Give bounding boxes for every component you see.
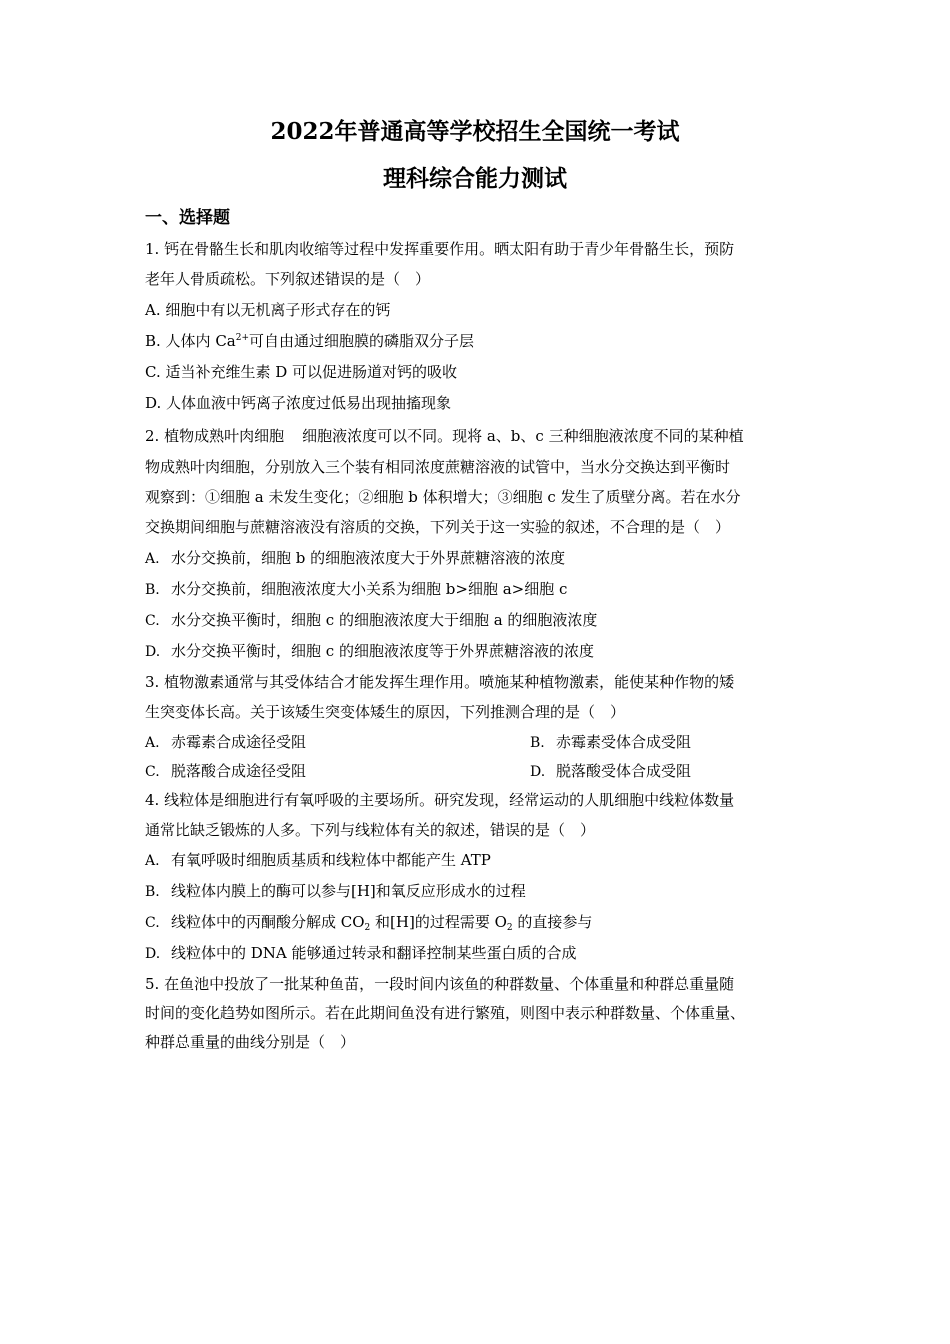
- q2-option-a: A. 水分交换前，细胞 b 的细胞液浓度大于外界蔗糖溶液的浓度: [145, 549, 566, 567]
- exam-title: 2022年普通高等学校招生全国统一考试: [270, 118, 680, 145]
- q2-stem-line3: 观察到：①细胞 a 未发生变化；②细胞 b 体积增大；③细胞 c 发生了质壁分离。若在水分: [145, 488, 741, 506]
- q2-stem-line1: 2. 植物成熟叶肉细胞 细胞液浓度可以不同。现将 a、b、c 三种细胞液浓度不同的某种植: [145, 427, 744, 445]
- q3-option-d: D. 脱落酸受体合成受阻: [530, 762, 692, 780]
- q4-stem-line2: 通常比缺乏锻炼的人多。下列与线粒体有关的叙述，错误的是（ ）: [145, 821, 596, 839]
- q4-option-a: A. 有氧呼吸时细胞质基质和线粒体中都能产生 ATP: [145, 851, 491, 869]
- q5-stem-line3: 种群总重量的曲线分别是（ ）: [145, 1033, 356, 1051]
- q1-option-c: C. 适当补充维生素 D 可以促进肠道对钙的吸收: [145, 363, 458, 381]
- q1-option-b: B. 人体内 $Ca^{2+}$可自由通过细胞膜的磷脂双分子层: [145, 332, 475, 350]
- q5-stem-line1: 5. 在鱼池中投放了一批某种鱼苗，一段时间内该鱼的种群数量、个体重量和种群总重量随: [145, 975, 735, 993]
- q3-stem-line2: 生突变体长高。关于该矮生突变体矮生的原因，下列推测合理的是（ ）: [145, 703, 626, 721]
- q3-option-a: A. 赤霉素合成途径受阻: [145, 733, 307, 751]
- q1-stem-line2: 老年人骨质疏松。下列叙述错误的是（ ）: [145, 270, 431, 288]
- q2-option-c: C. 水分交换平衡时，细胞 c 的细胞液浓度大于细胞 a 的细胞液浓度: [145, 611, 598, 629]
- q5-stem-line2: 时间的变化趋势如图所示。若在此期间鱼没有进行繁殖，则图中表示种群数量、个体重量、: [145, 1004, 746, 1022]
- q4-stem-line1: 4. 线粒体是细胞进行有氧呼吸的主要场所。研究发现，经常运动的人肌细胞中线粒体数量: [145, 791, 735, 809]
- q1-option-d: D. 人体血液中钙离子浓度过低易出现抽搐现象: [145, 394, 452, 412]
- q4-option-b: B. 线粒体内膜上的酶可以参与[H]和氧反应形成水的过程: [145, 882, 526, 900]
- exam-subtitle: 理科综合能力测试: [383, 165, 567, 192]
- q2-option-b: B. 水分交换前，细胞液浓度大小关系为细胞 b>细胞 a>细胞 c: [145, 580, 568, 598]
- q3-option-c: C. 脱落酸合成途径受阻: [145, 762, 307, 780]
- q4-option-d: D. 线粒体中的 DNA 能够通过转录和翻译控制某些蛋白质的合成: [145, 944, 577, 962]
- q2-stem-line4: 交换期间细胞与蔗糖溶液没有溶质的交换，下列关于这一实验的叙述，不合理的是（ ）: [145, 518, 731, 536]
- q1-stem-line1: 1. 钙在骨骼生长和肌肉收缩等过程中发挥重要作用。晒太阳有助于青少年骨骼生长，预防: [145, 240, 735, 258]
- q2-stem-line2: 物成熟叶肉细胞，分别放入三个装有相同浓度蔗糖溶液的试管中，当水分交换达到平衡时: [145, 458, 731, 476]
- q2-option-d: D. 水分交换平衡时，细胞 c 的细胞液浓度等于外界蔗糖溶液的浓度: [145, 642, 594, 660]
- q4-option-c: C. 线粒体中的丙酮酸分解成 $CO_2$ 和[H]的过程需要 $O_2$ 的直接参与: [145, 913, 593, 933]
- q3-stem-line1: 3. 植物激素通常与其受体结合才能发挥生理作用。喷施某种植物激素，能使某种作物的矮: [145, 673, 735, 691]
- q3-option-b: B. 赤霉素受体合成受阻: [530, 733, 692, 751]
- q1-option-a: A. 细胞中有以无机离子形式存在的钙: [145, 301, 391, 319]
- section-heading: 一、选择题: [145, 208, 230, 228]
